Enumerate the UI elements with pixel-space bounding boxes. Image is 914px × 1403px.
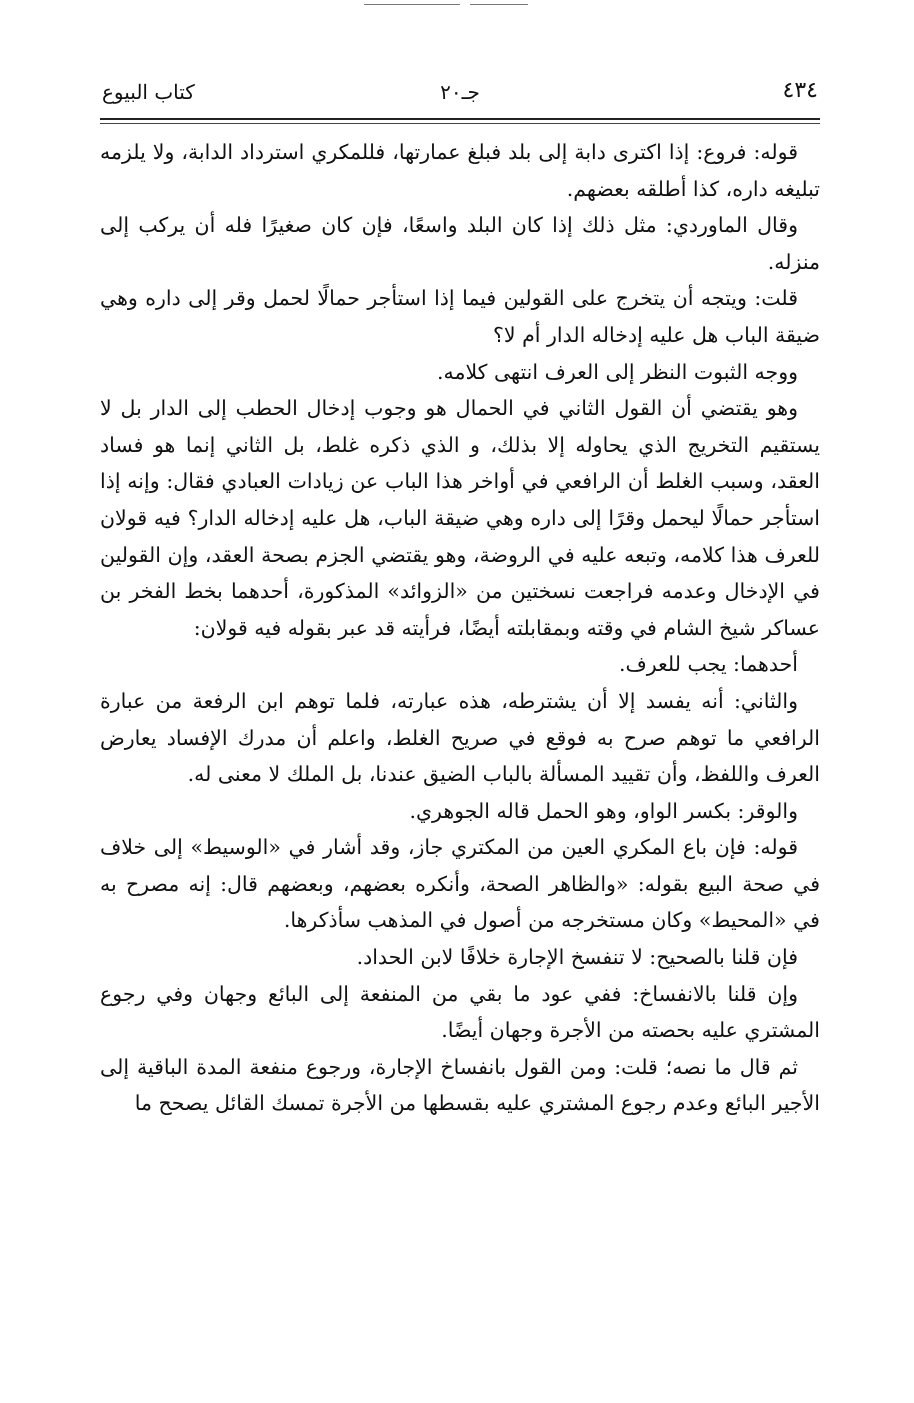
paragraph: وإن قلنا بالانفساخ: ففي عود ما بقي من المنفعة إلى البائع وجهان وفي رجوع المشتري عليه بحصته من الأجرة وجهان أيضًا. xyxy=(100,981,820,1043)
paragraph: وقال الماوردي: مثل ذلك إذا كان البلد واسعًا، فإن كان صغيرًا فله أن يركب إلى منزله. xyxy=(100,213,820,274)
paragraph: ووجه الثبوت النظر إلى العرف انتهى كلامه. xyxy=(436,359,798,384)
paragraph: وهو يقتضي أن القول الثاني في الحمال هو وجوب إدخال الحطب إلى الدار بل لا يستقيم التخريج الذي يحاوله إلا بذلك، و الذي ذكره غلط، بل الثاني إنما هو فساد العقد، وسبب الغلط أن الرافعي في أواخر هذا الباب عن زيادات العبادي فقال: وإنه إذا استأجر حمالًا ليحمل وقرًا إلى داره وهي ضيقة الباب، هل عليه إدخاله الدار؟ فيه قولان للعرف هذا كلامه، وتبعه عليه في الروضة، وهو يقتضي الجزم بصحة العقد، وإن القولين في الإدخال وعدمه فراجعت نسختين من «الزوائد» المذكورة، أحدهما بخط الفخر بن عساكر شيخ الشام في وقته وبمقابلته أيضًا، فرأيته قد عبر بقوله فيه قولان: xyxy=(100,396,820,640)
book-title: كتاب البيوع xyxy=(102,80,195,104)
paragraph: قوله: فروع: إذا اكترى دابة إلى بلد فبلغ عمارتها، فللمكري استرداد الدابة، ولا يلزمه تبليغه داره، كذا أطلقه بعضهم. xyxy=(100,140,820,201)
paragraph: فإن قلنا بالصحيح: لا تنفسخ الإجارة خلافًا لابن الحداد. xyxy=(356,945,798,970)
page-number: ٤٣٤ xyxy=(782,78,818,103)
scan-top-marks xyxy=(0,4,914,8)
paragraph: قلت: ويتجه أن يتخرج على القولين فيما إذا استأجر حمالًا لحمل وقر إلى داره وهي ضيقة الباب هل عليه إدخاله الدار أم لا؟ xyxy=(100,286,820,347)
body-text xyxy=(100,134,820,1122)
header-rule-thick xyxy=(100,118,820,120)
document-page xyxy=(100,70,820,1122)
volume-number: جـ٢٠ xyxy=(440,80,480,104)
paragraph: والثاني: أنه يفسد إلا أن يشترطه، هذه عبارته، فلما توهم ابن الرفعة من عبارة الرافعي ما توهم صرح به فوقع في صريح الغلط، واعلم أن مدرك الإفساد يعارض العرف واللفظ، وأن تقييد المسألة بالباب الضيق عندنا، بل الملك لا معنى له. xyxy=(100,688,820,787)
paragraph: ثم قال ما نصه؛ قلت: ومن القول بانفساخ الإجارة، ورجوع منفعة المدة الباقية إلى الأجير البائع وعدم رجوع المشتري عليه بقسطها من الأجرة تمسك القائل يصحح ما xyxy=(100,1054,820,1116)
paragraph: والوقر: بكسر الواو، وهو الحمل قاله الجوهري. xyxy=(409,798,798,823)
header-rule-thin xyxy=(100,123,820,124)
paragraph: أحدهما: يجب للعرف. xyxy=(618,652,798,677)
paragraph: قوله: فإن باع المكري العين من المكتري جاز، وقد أشار في «الوسيط» إلى خلاف في صحة البيع بقوله: «والظاهر الصحة، وأنكره بعضهم، وبعضهم قال: إنه مصرح به في «المحيط» وكان مستخرجه من أصول في المذهب سأذكرها. xyxy=(100,835,820,933)
running-header xyxy=(100,70,820,118)
